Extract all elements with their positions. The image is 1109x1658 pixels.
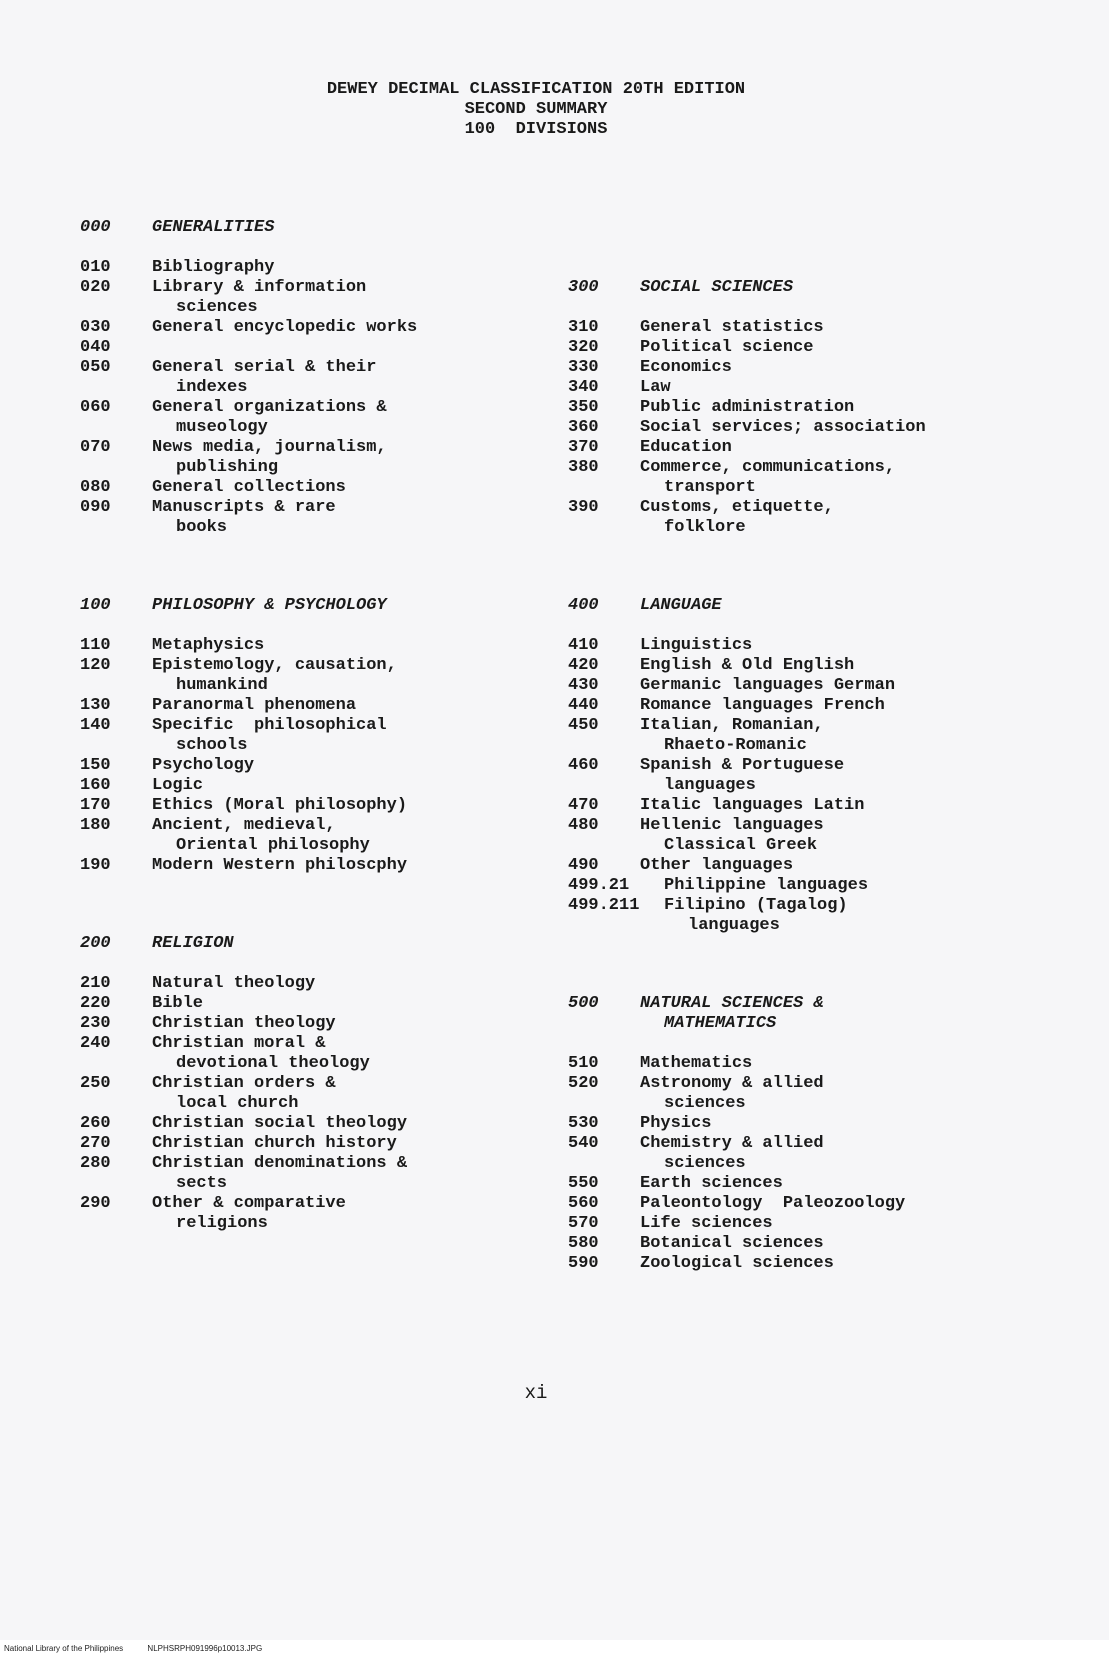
- division-label: Germanic languages German: [640, 676, 896, 695]
- division-entry: [80, 796, 480, 816]
- division-entry: [568, 716, 988, 756]
- division-code: 220: [80, 994, 111, 1013]
- division-label: News media, journalism,: [152, 438, 387, 457]
- division-entry: [80, 438, 480, 478]
- division-code: 340: [568, 378, 599, 397]
- class-code: 400: [568, 596, 599, 615]
- division-entry: [80, 338, 480, 358]
- division-code: 550: [568, 1174, 599, 1193]
- division-label: Filipino (Tagalog): [664, 896, 848, 915]
- division-entry: [80, 776, 480, 796]
- division-code: 170: [80, 796, 111, 815]
- header-divisions: 100 DIVISIONS: [464, 120, 608, 139]
- header-subtitle: SECOND SUMMARY: [464, 100, 608, 119]
- division-entry: [568, 498, 988, 538]
- class-title: SOCIAL SCIENCES: [640, 278, 794, 297]
- division-entry: [80, 258, 480, 278]
- division-entry: [80, 716, 480, 756]
- division-entry: [80, 1014, 480, 1034]
- footer-filename: NLPHSRPH091996p10013.JPG: [147, 1644, 263, 1653]
- class-title: GENERALITIES: [152, 218, 275, 237]
- division-code: 120: [80, 656, 111, 675]
- division-code: 350: [568, 398, 599, 417]
- division-entry: [568, 1074, 988, 1114]
- division-entry: [568, 1194, 988, 1214]
- division-code: 050: [80, 358, 111, 377]
- division-code: 230: [80, 1014, 111, 1033]
- division-code: 010: [80, 258, 111, 277]
- division-label: Natural theology: [152, 974, 316, 993]
- division-label: Christian moral &: [152, 1034, 326, 1053]
- division-code: 250: [80, 1074, 111, 1093]
- division-code: 320: [568, 338, 599, 357]
- division-code: 410: [568, 636, 599, 655]
- division-entry: [568, 1054, 988, 1074]
- division-code: 430: [568, 676, 599, 695]
- division-code: 290: [80, 1194, 111, 1213]
- division-entry: [80, 358, 480, 398]
- footer-library: National Library of the Philippines: [4, 1644, 124, 1653]
- division-code: 310: [568, 318, 599, 337]
- division-code: 590: [568, 1254, 599, 1273]
- division-label: Life sciences: [640, 1214, 773, 1233]
- section-heading: [568, 994, 988, 1034]
- division-label: Modern Western philoscphy: [152, 856, 408, 875]
- right-column: [568, 278, 988, 1274]
- division-label: General organizations &: [152, 398, 387, 417]
- division-entry: [568, 896, 988, 936]
- division-label: General encyclopedic works: [152, 318, 418, 337]
- division-code: 150: [80, 756, 111, 775]
- division-label: Ethics (Moral philosophy): [152, 796, 408, 815]
- division-code: 420: [568, 656, 599, 675]
- division-code: 080: [80, 478, 111, 497]
- division-entry: [80, 1114, 480, 1134]
- division-code: 580: [568, 1234, 599, 1253]
- division-entry: [568, 1114, 988, 1134]
- division-label-continued: languages: [688, 916, 780, 935]
- division-label: Chemistry & allied: [640, 1134, 824, 1153]
- class-code: 100: [80, 596, 111, 615]
- division-label: Manuscripts & rare: [152, 498, 336, 517]
- division-entry: [568, 378, 988, 398]
- division-entry: [568, 676, 988, 696]
- section-heading: [80, 596, 480, 616]
- division-code: 370: [568, 438, 599, 457]
- division-label: Christian denominations &: [152, 1154, 408, 1173]
- division-label: General serial & their: [152, 358, 377, 377]
- division-entry: [80, 994, 480, 1014]
- division-label: Italic languages Latin: [640, 796, 865, 815]
- division-label-continued: sects: [176, 1174, 228, 1193]
- division-entry: [80, 1074, 480, 1114]
- division-entry: [80, 1154, 480, 1194]
- division-entry: [80, 318, 480, 338]
- division-label: Christian orders &: [152, 1074, 336, 1093]
- class-title: LANGUAGE: [640, 596, 722, 615]
- section-heading: [568, 278, 988, 298]
- class-code: 300: [568, 278, 599, 297]
- division-entry: [80, 974, 480, 994]
- division-code: 060: [80, 398, 111, 417]
- division-entry: [568, 856, 988, 876]
- division-label-continued: local church: [176, 1094, 299, 1113]
- class-title: NATURAL SCIENCES &: [640, 994, 824, 1013]
- division-entry: [568, 656, 988, 676]
- class-code: 500: [568, 994, 599, 1013]
- division-entry: [568, 696, 988, 716]
- division-label-continued: folklore: [664, 518, 746, 537]
- section-heading: [80, 218, 480, 238]
- header-title: DEWEY DECIMAL CLASSIFICATION 20TH EDITION: [326, 80, 746, 99]
- division-entry: [568, 318, 988, 338]
- division-entry: [80, 278, 480, 318]
- division-label-continued: Oriental philosophy: [176, 836, 370, 855]
- page-header: [0, 80, 1072, 140]
- division-code: 570: [568, 1214, 599, 1233]
- division-code: 130: [80, 696, 111, 715]
- division-code: 240: [80, 1034, 111, 1053]
- division-entry: [568, 1234, 988, 1254]
- division-code: 390: [568, 498, 599, 517]
- division-label-continued: transport: [664, 478, 756, 497]
- division-label: Paranormal phenomena: [152, 696, 357, 715]
- division-label: General statistics: [640, 318, 824, 337]
- division-code: 280: [80, 1154, 111, 1173]
- division-label: Logic: [152, 776, 204, 795]
- division-label: [152, 338, 480, 358]
- division-code: 110: [80, 636, 111, 655]
- division-label: Bible: [152, 994, 204, 1013]
- division-label-continued: religions: [176, 1214, 268, 1233]
- division-code: 480: [568, 816, 599, 835]
- scan-footer: [0, 1640, 1109, 1658]
- division-label-continued: sciences: [664, 1094, 746, 1113]
- division-label: Education: [640, 438, 732, 457]
- division-label-continued: indexes: [176, 378, 248, 397]
- division-label: Political science: [640, 338, 814, 357]
- division-label: Bibliography: [152, 258, 275, 277]
- division-code: 360: [568, 418, 599, 437]
- page-number: xi: [524, 1382, 548, 1404]
- class-code: 200: [80, 934, 111, 953]
- division-code: 380: [568, 458, 599, 477]
- division-label: Law: [640, 378, 671, 397]
- division-label: Commerce, communications,: [640, 458, 896, 477]
- division-code: 540: [568, 1134, 599, 1153]
- division-entry: [568, 358, 988, 378]
- division-label: Metaphysics: [152, 636, 265, 655]
- division-entry: [568, 338, 988, 358]
- division-entry: [80, 756, 480, 776]
- division-entry: [568, 816, 988, 856]
- division-code: 030: [80, 318, 111, 337]
- class-title: RELIGION: [152, 934, 234, 953]
- division-entry: [568, 1174, 988, 1194]
- division-label: Mathematics: [640, 1054, 753, 1073]
- division-code: 190: [80, 856, 111, 875]
- division-label: English & Old English: [640, 656, 855, 675]
- division-entry: [80, 478, 480, 498]
- division-code: 490: [568, 856, 599, 875]
- division-code: 450: [568, 716, 599, 735]
- division-label: Romance languages French: [640, 696, 885, 715]
- division-entry: [80, 816, 480, 856]
- division-entry: [568, 1214, 988, 1234]
- division-code: 180: [80, 816, 111, 835]
- division-code: 499.211: [568, 896, 640, 915]
- division-code: 020: [80, 278, 111, 297]
- division-label: Paleontology Paleozoology: [640, 1194, 906, 1213]
- division-label-continued: schools: [176, 736, 248, 755]
- division-label-continued: devotional theology: [176, 1054, 370, 1073]
- division-label-continued: sciences: [664, 1154, 746, 1173]
- division-label-continued: humankind: [176, 676, 268, 695]
- division-label: Other & comparative: [152, 1194, 346, 1213]
- division-code: 499.21: [568, 876, 630, 895]
- division-code: 070: [80, 438, 111, 457]
- section-heading: [80, 934, 480, 954]
- division-label: Italian, Romanian,: [640, 716, 824, 735]
- division-label-continued: languages: [664, 776, 756, 795]
- division-label: Library & information: [152, 278, 367, 297]
- division-entry: [568, 418, 988, 438]
- division-label: Christian theology: [152, 1014, 336, 1033]
- class-code: 000: [80, 218, 111, 237]
- division-entry: [80, 1194, 480, 1234]
- division-label: Ancient, medieval,: [152, 816, 336, 835]
- division-entry: [80, 856, 480, 876]
- division-label-continued: museology: [176, 418, 268, 437]
- division-label: Philippine languages: [664, 876, 869, 895]
- division-label: Earth sciences: [640, 1174, 783, 1193]
- division-label-continued: publishing: [176, 458, 279, 477]
- division-entry: [568, 1254, 988, 1274]
- division-entry: [80, 1134, 480, 1154]
- division-label: Astronomy & allied: [640, 1074, 824, 1093]
- division-code: 040: [80, 338, 111, 357]
- division-code: 560: [568, 1194, 599, 1213]
- division-label-continued: sciences: [176, 298, 258, 317]
- division-code: 530: [568, 1114, 599, 1133]
- division-label: Economics: [640, 358, 732, 377]
- division-entry: [80, 656, 480, 696]
- section-heading: [568, 596, 988, 616]
- division-code: 470: [568, 796, 599, 815]
- division-label: Customs, etiquette,: [640, 498, 834, 517]
- division-label: Public administration: [640, 398, 855, 417]
- division-entry: [568, 636, 988, 656]
- division-code: 460: [568, 756, 599, 775]
- division-label: Specific philosophical: [152, 716, 387, 735]
- division-label: Physics: [640, 1114, 712, 1133]
- division-label-continued: Classical Greek: [664, 836, 818, 855]
- division-entry: [80, 636, 480, 656]
- division-label: General collections: [152, 478, 346, 497]
- class-title-continued: MATHEMATICS: [664, 1014, 777, 1033]
- division-entry: [80, 696, 480, 716]
- division-entry: [568, 796, 988, 816]
- division-entry: [568, 458, 988, 498]
- division-label: Christian church history: [152, 1134, 397, 1153]
- division-label-continued: books: [176, 518, 228, 537]
- division-entry: [568, 756, 988, 796]
- division-label: Other languages: [640, 856, 794, 875]
- division-label: Botanical sciences: [640, 1234, 824, 1253]
- division-code: 090: [80, 498, 111, 517]
- division-label: Linguistics: [640, 636, 753, 655]
- division-entry: [568, 438, 988, 458]
- division-code: 160: [80, 776, 111, 795]
- division-entry: [568, 1134, 988, 1174]
- division-label: Social services; association: [640, 418, 926, 437]
- division-label-continued: Rhaeto-Romanic: [664, 736, 807, 755]
- division-label: Zoological sciences: [640, 1254, 834, 1273]
- division-code: 330: [568, 358, 599, 377]
- division-code: 440: [568, 696, 599, 715]
- left-column: [80, 218, 480, 1234]
- division-code: 260: [80, 1114, 111, 1133]
- division-code: 270: [80, 1134, 111, 1153]
- division-code: 140: [80, 716, 111, 735]
- division-entry: [80, 398, 480, 438]
- division-entry: [568, 876, 988, 896]
- division-label: Hellenic languages: [640, 816, 824, 835]
- division-label: Spanish & Portuguese: [640, 756, 845, 775]
- division-entry: [568, 398, 988, 418]
- division-entry: [80, 1034, 480, 1074]
- division-code: 520: [568, 1074, 599, 1093]
- division-code: 210: [80, 974, 111, 993]
- division-code: 510: [568, 1054, 599, 1073]
- division-label: Epistemology, causation,: [152, 656, 397, 675]
- division-entry: [80, 498, 480, 538]
- division-label: Christian social theology: [152, 1114, 408, 1133]
- class-title: PHILOSOPHY & PSYCHOLOGY: [152, 596, 387, 615]
- division-label: Psychology: [152, 756, 255, 775]
